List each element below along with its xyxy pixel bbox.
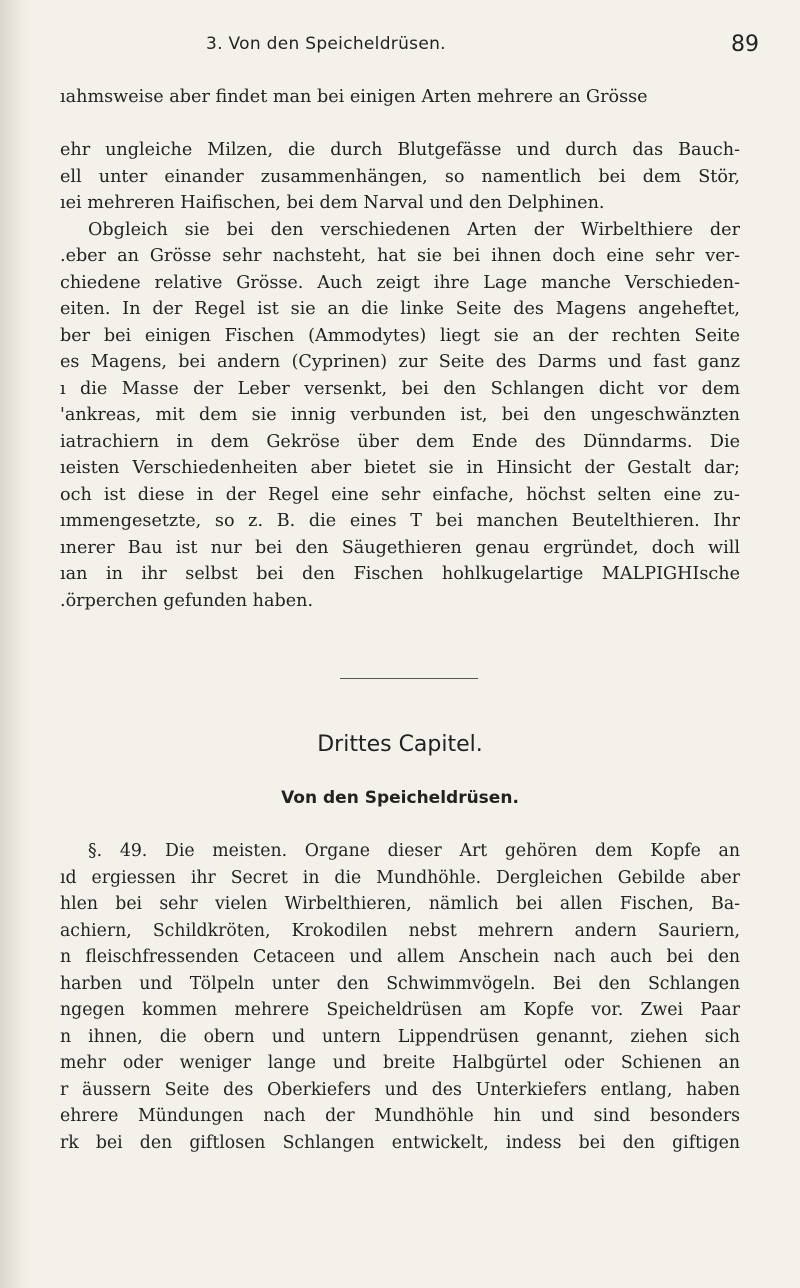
- text-line: ber bei einigen Fischen (Ammodytes) liegt sie an der rechten Seite: [60, 325, 740, 346]
- text-line: ınerer Bau ist nur bei den Säugethieren genau ergründet, doch will: [60, 537, 740, 558]
- text-line: ngegen kommen mehrere Speicheldrüsen am Kopfe vor. Zwei Paar: [60, 1000, 740, 1020]
- paragraph-speicheldruesen: [60, 838, 740, 1156]
- paragraph-milz: [60, 137, 740, 614]
- page-gutter-shadow: [0, 0, 30, 1288]
- page-number: 89: [731, 32, 759, 57]
- text-line: 'ankreas, mit dem sie innig verbunden ist, bei den ungeschwänzten: [60, 405, 740, 425]
- text-line: ıd ergiessen ihr Secret in die Mundhöhle. Dergleichen Gebilde aber: [60, 867, 740, 888]
- chapter-title: Drittes Capitel.: [317, 732, 483, 757]
- text-line: ell unter einander zusammenhängen, so namentlich bei dem Stör,: [60, 166, 740, 187]
- text-line: harben und Tölpeln unter den Schwimmvögeln. Bei den Schlangen: [60, 973, 740, 994]
- text-line: ıahmsweise aber findet man bei einigen Arten mehrere an Grösse: [60, 87, 648, 107]
- paragraph-continued: [60, 84, 740, 111]
- text-line: .eber an Grösse sehr nachsteht, hat sie bei ihnen doch eine sehr ver-: [60, 246, 740, 266]
- text-line: och ist diese in der Regel eine sehr einfache, höchst selten eine zu-: [60, 484, 740, 505]
- text-line: n ihnen, die obern und untern Lippendrüsen genannt, ziehen sich: [60, 1026, 740, 1047]
- text-line: Obgleich sie bei den verschiedenen Arten der Wirbelthiere der: [88, 219, 740, 240]
- text-line: r äussern Seite des Oberkiefers und des Unterkiefers entlang, haben: [60, 1079, 740, 1100]
- text-line: ıeisten Verschiedenheiten aber bietet sie in Hinsicht der Gestalt dar;: [60, 458, 740, 478]
- text-line: ıan in ihr selbst bei den Fischen hohlkugelartige MALPIGHIsche: [60, 564, 740, 584]
- text-line: ehr ungleiche Milzen, die durch Blutgefässe und durch das Bauch-: [60, 140, 740, 160]
- running-head: 3. Von den Speicheldrüsen.: [206, 34, 446, 54]
- text-line: iatrachiern in dem Gekröse über dem Ende des Dünndarms. Die: [60, 431, 740, 452]
- page-header: [0, 34, 800, 60]
- text-line: ıei mehreren Haifischen, bei dem Narval und den Delphinen.: [60, 193, 605, 213]
- text-line: achiern, Schildkröten, Krokodilen nebst mehrern andern Sauriern,: [60, 920, 740, 941]
- text-line: n fleischfressenden Cetaceen und allem Anschein nach auch bei den: [60, 947, 740, 967]
- text-line: ehrere Mündungen nach der Mundhöhle hin und sind besonders: [60, 1106, 740, 1126]
- section-divider: [340, 678, 478, 679]
- text-line: rk bei den giftlosen Schlangen entwickelt, indess bei den giftigen: [60, 1132, 740, 1153]
- text-line: §. 49. Die meisten. Organe dieser Art gehören dem Kopfe an: [88, 841, 740, 861]
- text-line: .örperchen gefunden haben.: [60, 590, 314, 611]
- text-line: ımmengesetzte, so z. B. die eines T bei manchen Beutelthieren. Ihr: [60, 511, 740, 531]
- text-line: es Magens, bei andern (Cyprinen) zur Seite des Darms und fast ganz: [60, 352, 740, 372]
- chapter-subtitle: Von den Speicheldrüsen.: [281, 788, 519, 808]
- text-line: eiten. In der Regel ist sie an die linke Seite des Magens angeheftet,: [60, 299, 740, 319]
- text-line: chiedene relative Grösse. Auch zeigt ihre Lage manche Verschieden-: [60, 272, 740, 293]
- text-line: ı die Masse der Leber versenkt, bei den Schlangen dicht vor dem: [60, 378, 740, 399]
- text-line: hlen bei sehr vielen Wirbelthieren, nämlich bei allen Fischen, Ba-: [60, 894, 740, 914]
- text-line: mehr oder weniger lange und breite Halbgürtel oder Schienen an: [60, 1053, 740, 1073]
